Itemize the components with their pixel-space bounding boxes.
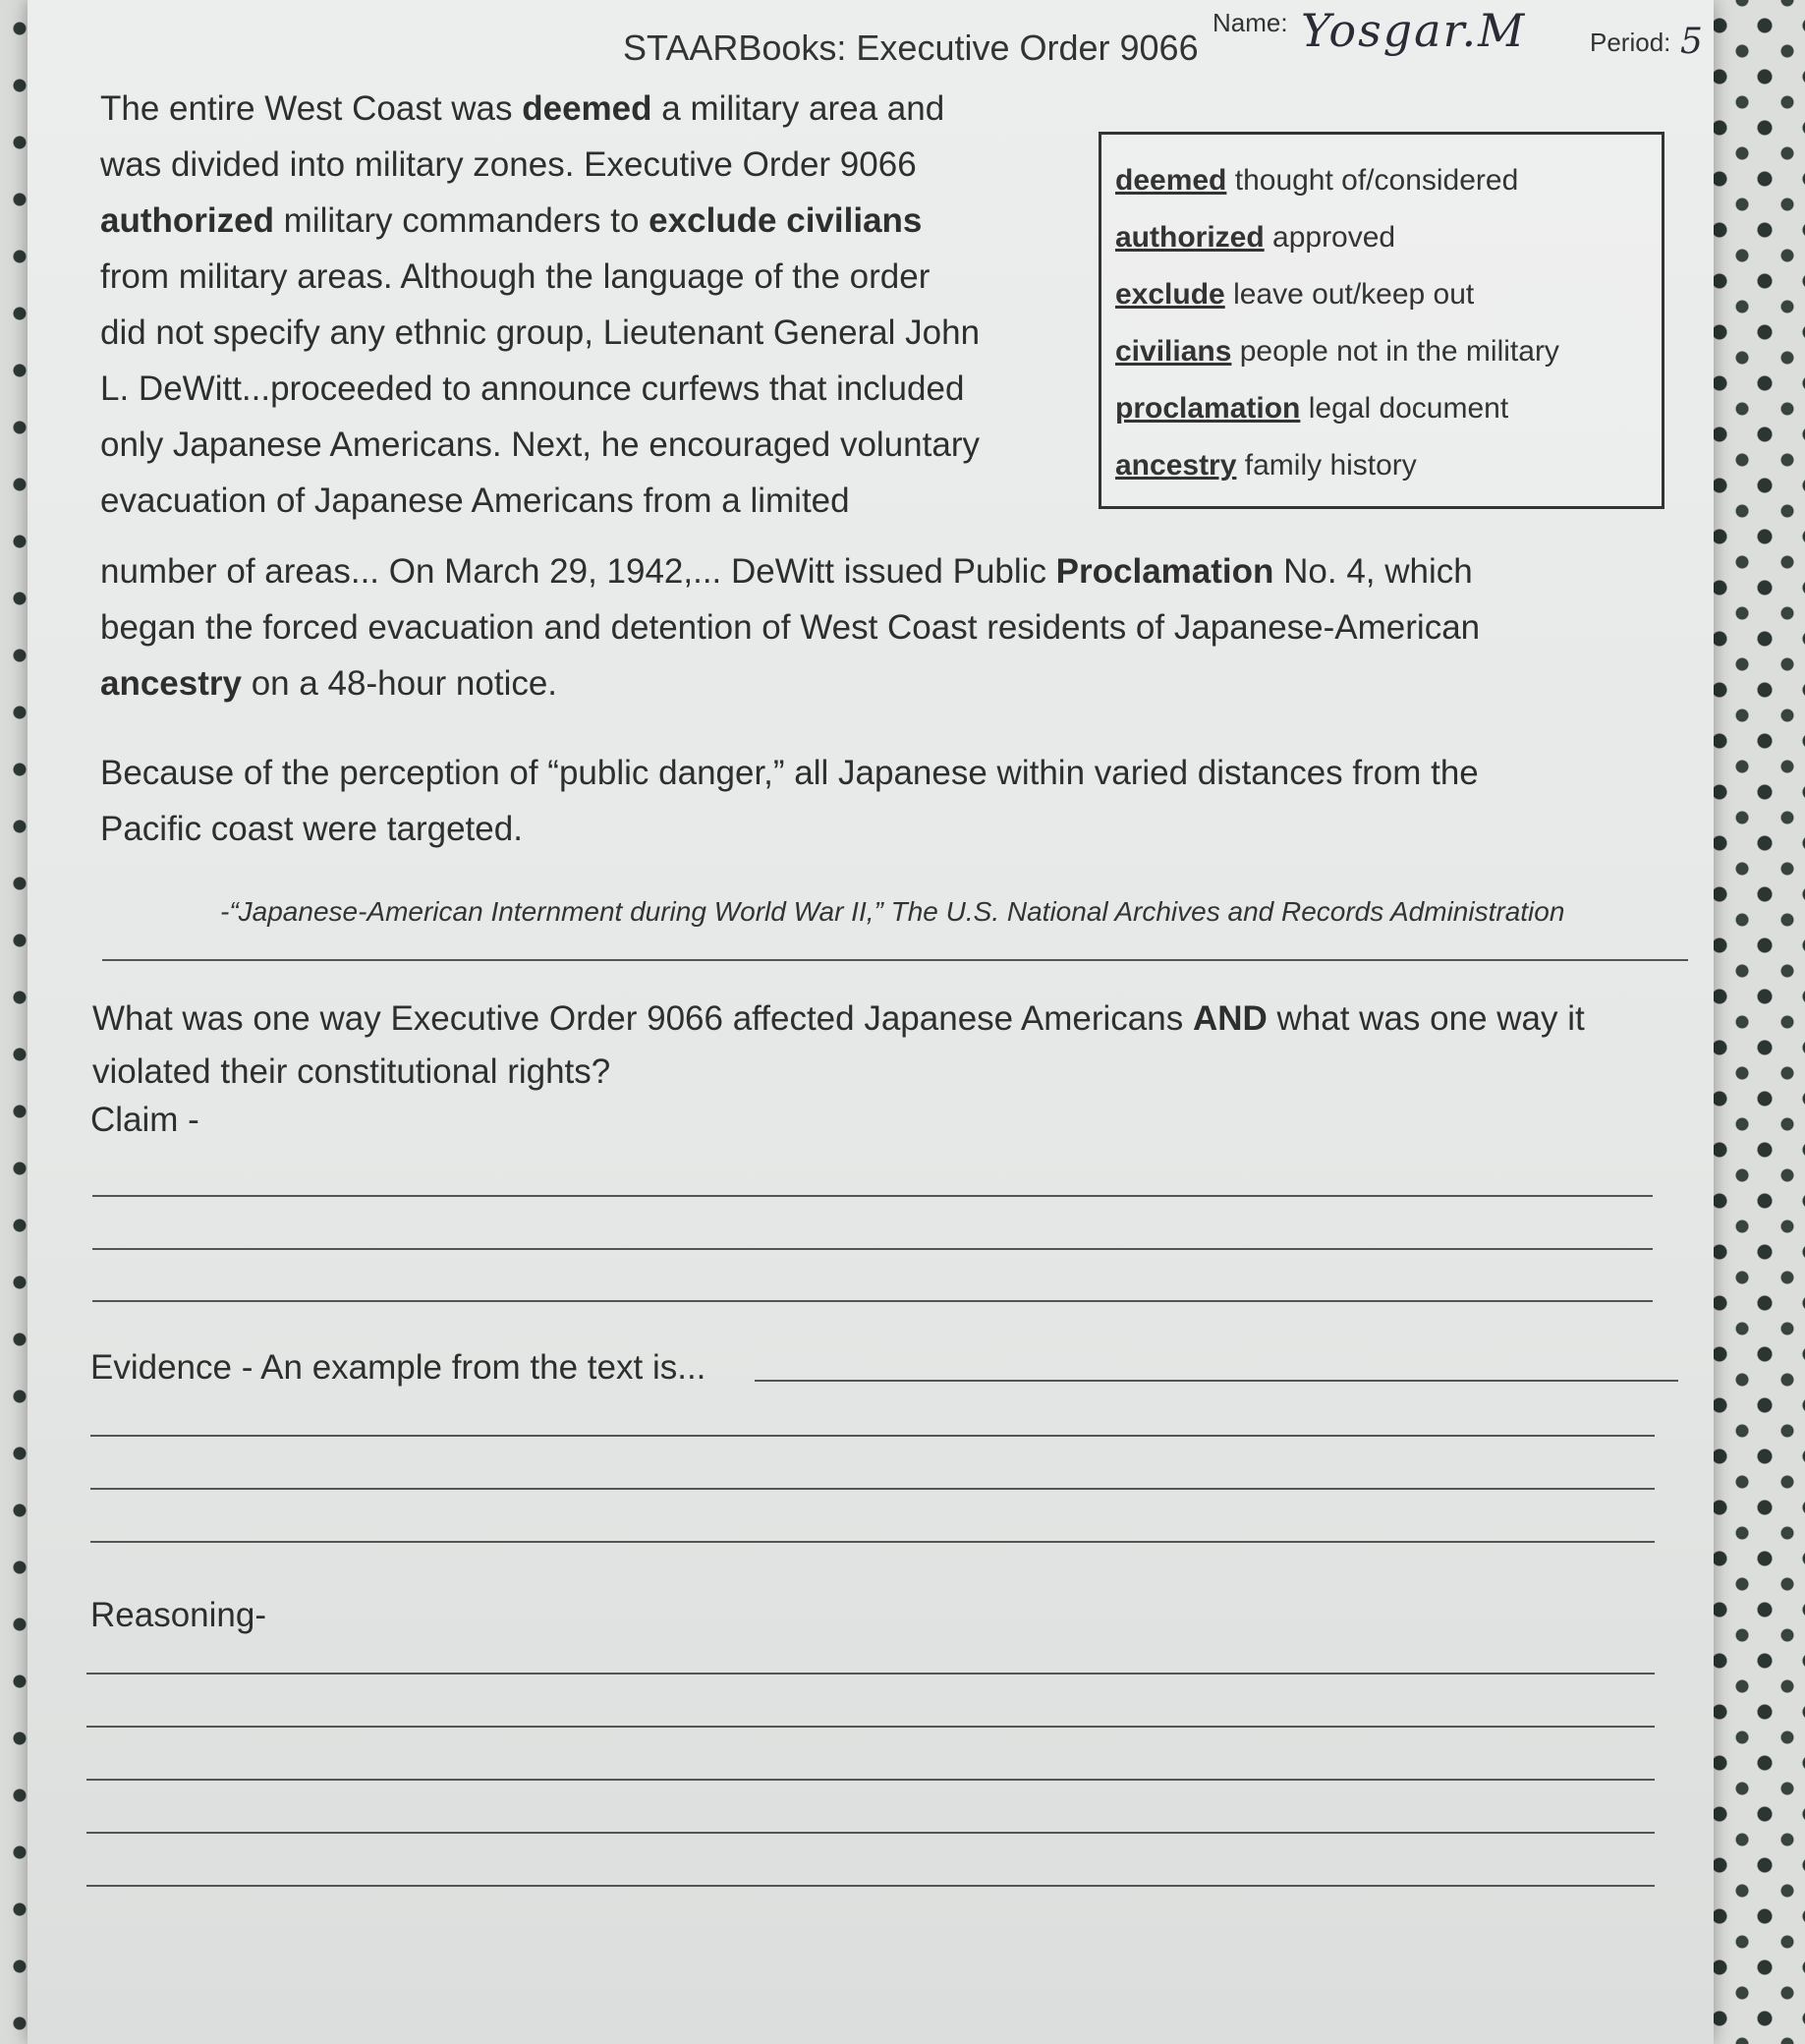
vocabulary-entry [1115, 380, 1648, 437]
passage-line [100, 137, 1122, 193]
passage-text: L. DeWitt...proceeded to announce curfews that included [100, 369, 965, 408]
question-line-2: violated their constitutional rights? [92, 1052, 611, 1091]
student-name-handwritten[interactable]: Yosgar.M [1301, 4, 1527, 57]
passage-line [100, 193, 1122, 249]
evidence-answer-line[interactable] [90, 1488, 1655, 1490]
vocabulary-term-bold: deemed [522, 89, 652, 128]
reasoning-label: Reasoning- [90, 1596, 266, 1634]
question-emphasis: AND [1192, 999, 1268, 1038]
vocabulary-definition: legal document [1308, 392, 1509, 425]
vocabulary-term-bold: authorized [100, 201, 274, 240]
vocabulary-entry [1115, 209, 1648, 266]
reasoning-answer-line[interactable] [86, 1832, 1655, 1834]
passage-text: began the forced evacuation and detention of West Coast residents of Japanese-American [100, 608, 1481, 647]
passage-line [100, 473, 1122, 529]
evidence-answer-line[interactable] [90, 1435, 1655, 1437]
passage-line [100, 417, 1122, 473]
evidence-label: Evidence - An example from the text is... [90, 1348, 706, 1387]
vocabulary-term: deemed [1115, 164, 1227, 197]
vocabulary-definition: approved [1272, 221, 1396, 254]
passage-line: Pacific coast were targeted. [100, 810, 523, 848]
reasoning-answer-line[interactable] [86, 1726, 1655, 1728]
vocabulary-term: ancestry [1115, 449, 1237, 482]
page-title: STAARBooks: Executive Order 9066 [623, 28, 1199, 68]
vocabulary-entry [1115, 152, 1648, 209]
passage-text: evacuation of Japanese Americans from a limited [100, 482, 850, 520]
passage-line [100, 599, 1633, 655]
period-label: Period: [1590, 28, 1671, 57]
passage-text: The entire West Coast was [100, 89, 523, 128]
vocabulary-box [1099, 132, 1664, 509]
section-divider [102, 959, 1688, 961]
question-text: what was one way it [1267, 999, 1585, 1038]
vocabulary-term: proclamation [1115, 392, 1301, 425]
passage-text: a military area and [651, 89, 945, 128]
vocabulary-definition: family history [1244, 449, 1417, 482]
vocabulary-term: authorized [1115, 221, 1265, 254]
name-label: Name: [1213, 8, 1288, 37]
prompt-question [92, 993, 1664, 1099]
question-line-1 [92, 993, 1664, 1046]
passage-line [100, 249, 1122, 305]
passage-line [100, 81, 1122, 137]
period-value-handwritten[interactable]: 5 [1680, 22, 1703, 62]
vocabulary-term: exclude [1115, 278, 1225, 311]
claim-label: Claim - [90, 1101, 199, 1139]
passage-text: was divided into military zones. Executive Order 9066 [100, 145, 917, 184]
evidence-answer-line[interactable] [90, 1541, 1655, 1543]
vocabulary-term-bold: Proclamation [1055, 552, 1274, 591]
passage-line [100, 655, 1633, 711]
passage-line [100, 305, 1122, 361]
claim-answer-line[interactable] [92, 1195, 1653, 1197]
passage-text: military commanders to [273, 201, 649, 240]
claim-answer-line[interactable] [92, 1300, 1653, 1302]
passage-paragraph-2 [100, 745, 1633, 857]
passage-text: only Japanese Americans. Next, he encouraged voluntary [100, 426, 980, 464]
worksheet-page [28, 0, 1714, 2044]
vocabulary-term: civilians [1115, 335, 1232, 368]
vocabulary-entry [1115, 323, 1648, 380]
passage-paragraph-1-continued [100, 543, 1633, 711]
passage-text: on a 48-hour notice. [241, 664, 558, 703]
vocabulary-term-bold: exclude civilians [649, 201, 923, 240]
reasoning-answer-line[interactable] [86, 1673, 1655, 1675]
vocabulary-entry [1115, 437, 1648, 494]
evidence-answer-line[interactable] [755, 1380, 1678, 1382]
vocabulary-definition: people not in the military [1239, 335, 1559, 368]
passage-line [100, 361, 1122, 417]
reasoning-answer-line[interactable] [86, 1779, 1655, 1781]
passage-line: Because of the perception of “public danger,” all Japanese within varied distances from the [100, 754, 1479, 792]
question-text: What was one way Executive Order 9066 affected Japanese Americans [92, 999, 1193, 1038]
vocabulary-term-bold: ancestry [100, 664, 242, 703]
source-citation: -“Japanese-American Internment during World War II,” The U.S. National Archives and Records Administration [220, 896, 1565, 927]
vocabulary-entry [1115, 266, 1648, 323]
vocabulary-definition: leave out/keep out [1233, 278, 1475, 311]
reasoning-answer-line[interactable] [86, 1885, 1655, 1887]
passage-paragraph-1 [100, 81, 1122, 529]
vocabulary-definition: thought of/considered [1234, 164, 1519, 197]
passage-text: number of areas... On March 29, 1942,... DeWitt issued Public [100, 552, 1056, 591]
passage-line [100, 543, 1633, 599]
passage-text: No. 4, which [1273, 552, 1473, 591]
passage-text: did not specify any ethnic group, Lieutenant General John [100, 313, 981, 352]
claim-answer-line[interactable] [92, 1248, 1653, 1250]
passage-text: from military areas. Although the language of the order [100, 257, 931, 296]
